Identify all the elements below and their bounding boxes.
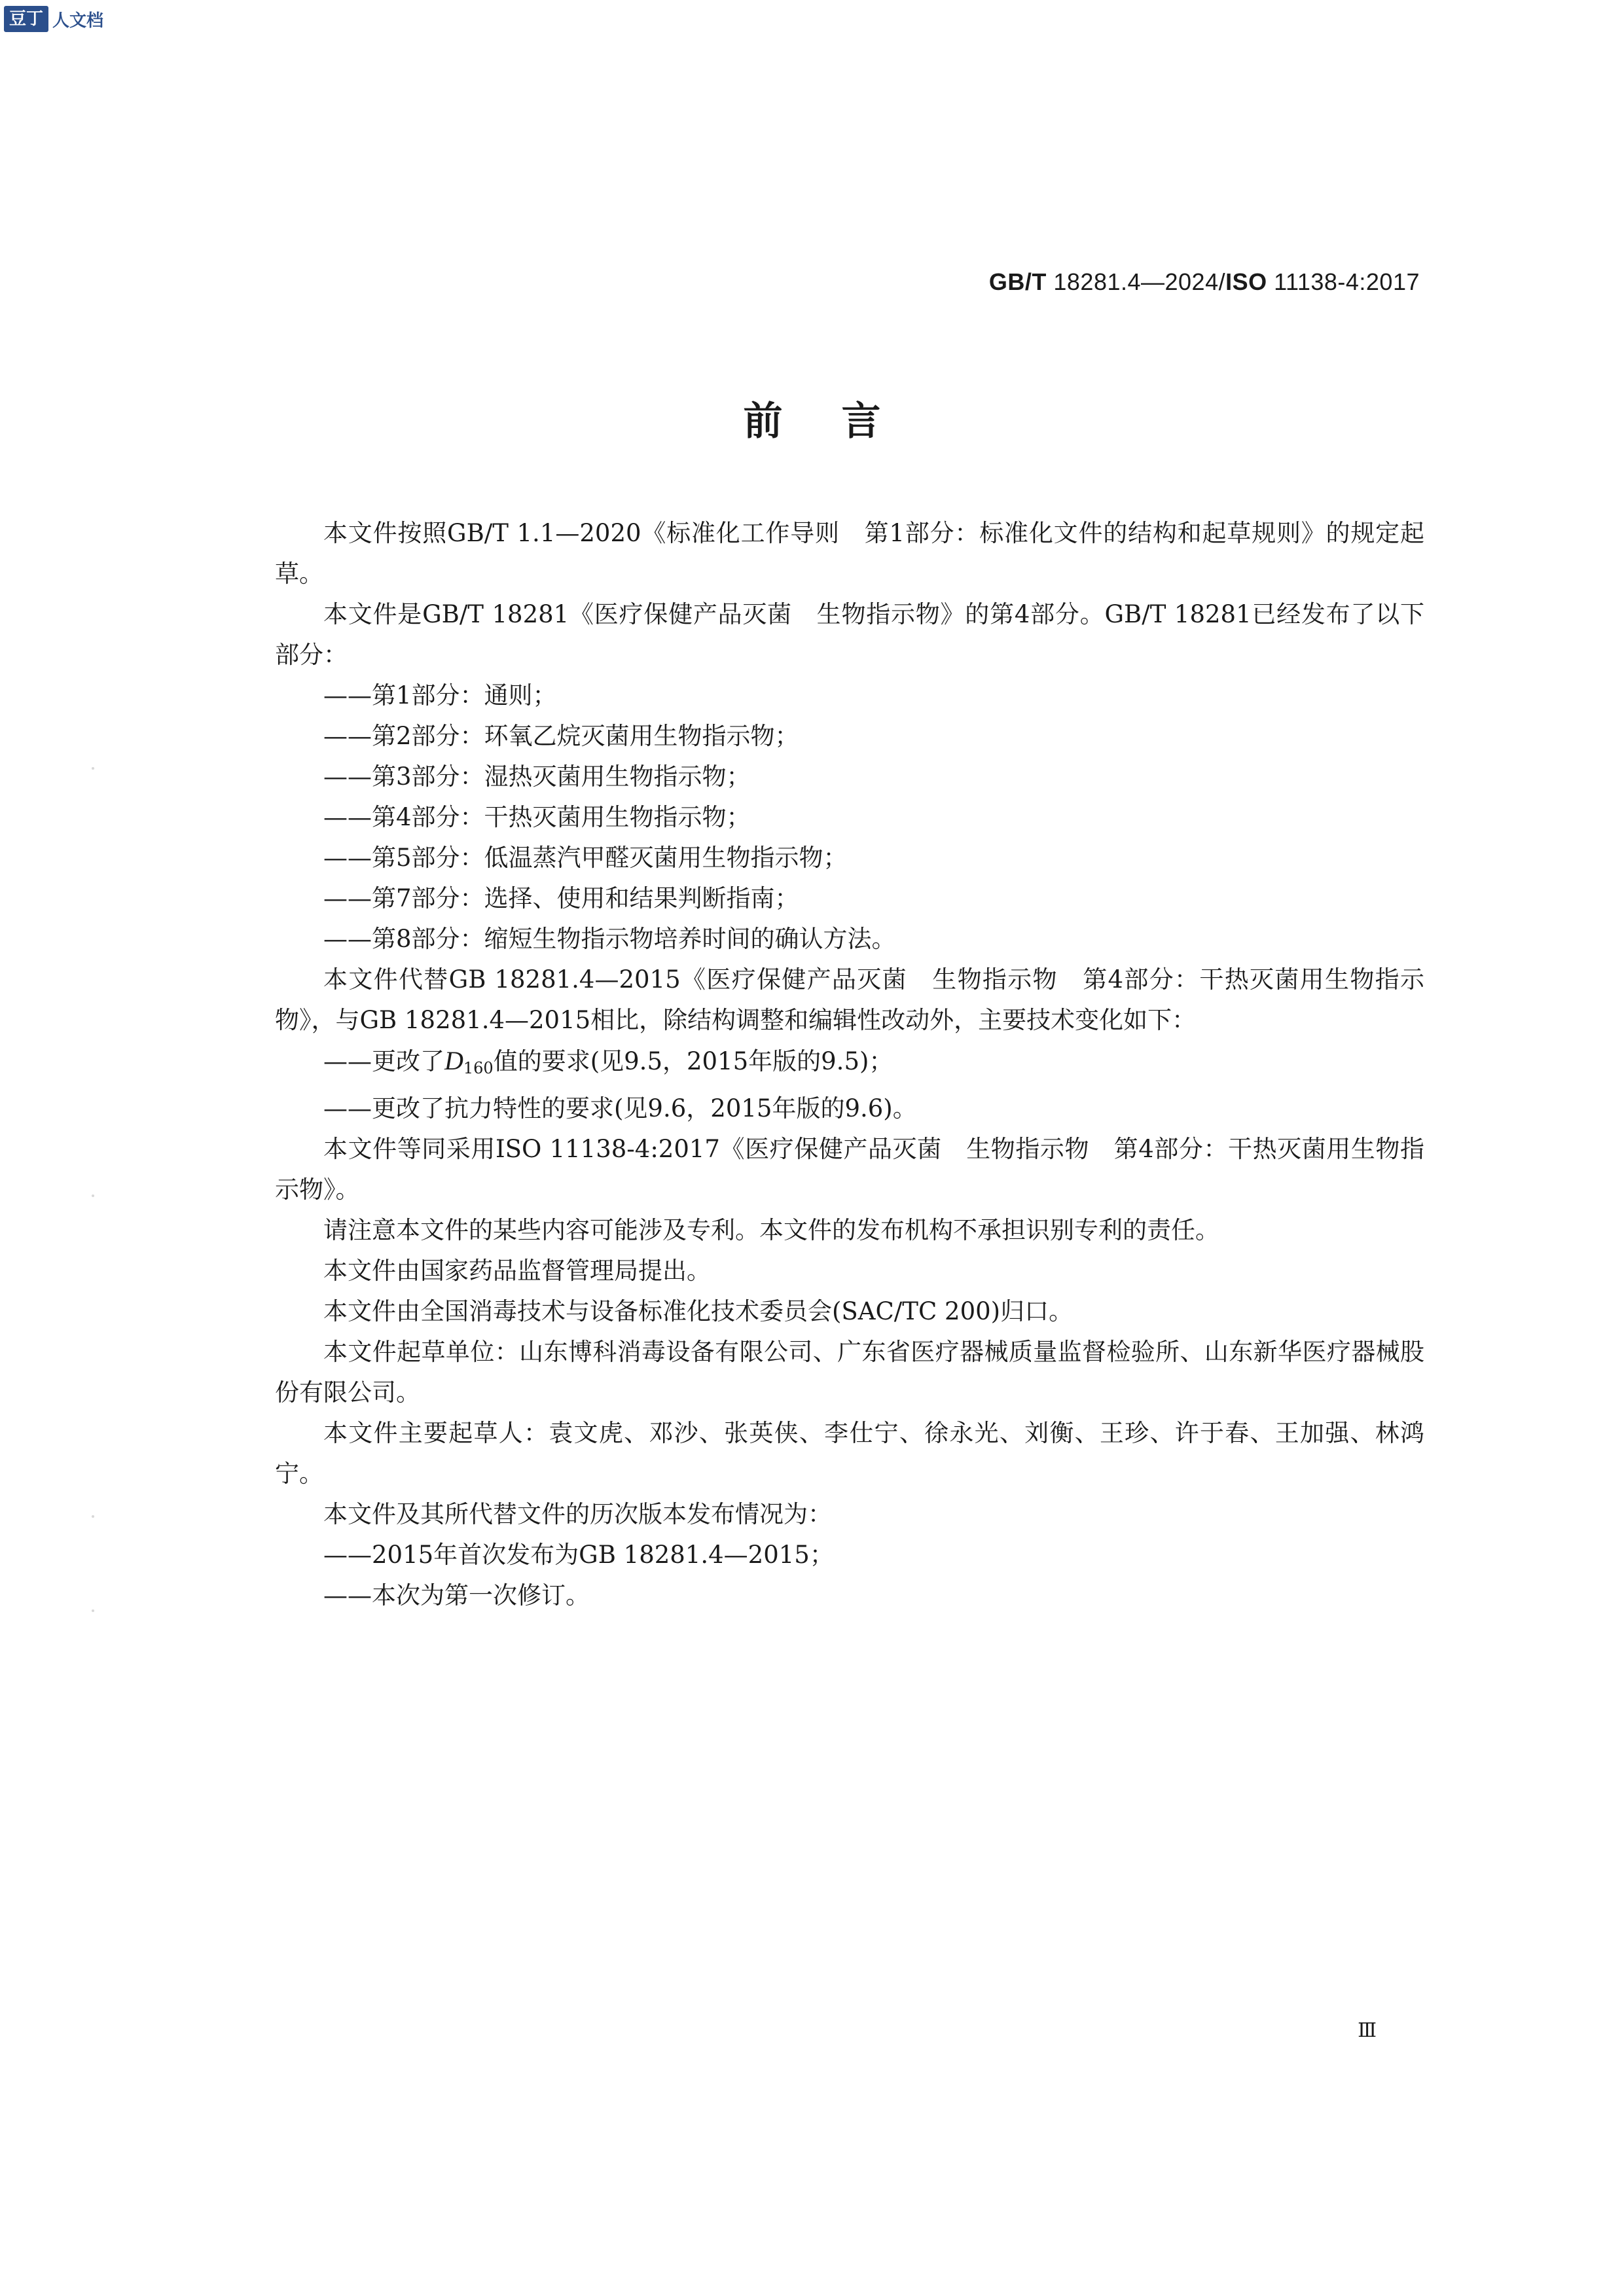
- change-1-prefix: ——更改了: [323, 1047, 444, 1075]
- scan-speck: [92, 1194, 94, 1197]
- foreword-body: [275, 513, 1424, 1616]
- list-item-part-7: ——第7部分：选择、使用和结果判断指南；: [323, 884, 799, 912]
- page-title: 前言: [743, 399, 940, 444]
- list-item-part-3: ——第3部分：湿热灭菌用生物指示物；: [323, 762, 751, 791]
- scan-speck: [92, 767, 94, 770]
- list-item-part-2: ——第2部分：环氧乙烷灭菌用生物指示物；: [323, 722, 799, 750]
- scan-speck: [92, 1609, 94, 1612]
- paragraph-replacement: 本文件代替GB 18281.4—2015《医疗保健产品灭菌 生物指示物 第4部分：干热灭菌用生物指示物》，与GB 18281.4—2015相比，除结构调整和编辑性改动外，主要技术变化如下：: [275, 965, 1424, 1034]
- list-item-part-5: ——第5部分：低温蒸汽甲醛灭菌用生物指示物；: [323, 844, 848, 872]
- paragraph-history-intro: 本文件及其所代替文件的历次版本发布情况为：: [323, 1500, 832, 1528]
- page-number: Ⅲ: [1358, 2019, 1377, 2042]
- scan-speck: [92, 1515, 94, 1518]
- list-item-history-2: ——本次为第一次修订。: [323, 1581, 590, 1609]
- watermark-text: 人文档: [52, 10, 104, 31]
- list-item-part-4: ——第4部分：干热灭菌用生物指示物；: [323, 803, 751, 831]
- list-item-change-2: ——更改了抗力特性的要求(见9.6，2015年版的9.6)。: [323, 1094, 917, 1122]
- list-item-part-8: ——第8部分：缩短生物指示物培养时间的确认方法。: [323, 925, 896, 953]
- paragraph-drafting-units: 本文件起草单位：山东博科消毒设备有限公司、广东省医疗器械质量监督检验所、山东新华医疗器械股份有限公司。: [275, 1338, 1424, 1407]
- standard-code-iso-number: 11138-4:2017: [1267, 268, 1420, 295]
- list-item-change-1: [275, 1041, 1424, 1088]
- list-item-history-1: ——2015年首次发布为GB 18281.4—2015；: [323, 1541, 834, 1569]
- paragraph-committee: 本文件由全国消毒技术与设备标准化技术委员会(SAC/TC 200)归口。: [323, 1297, 1074, 1325]
- list-item-part-1: ——第1部分：通则；: [323, 681, 557, 709]
- change-1-suffix: 值的要求(见9.5，2015年版的9.5)；: [493, 1047, 893, 1075]
- paragraph-patent-notice: 请注意本文件的某些内容可能涉及专利。本文件的发布机构不承担识别专利的责任。: [323, 1216, 1219, 1244]
- paragraph-part-info: 本文件是GB/T 18281《医疗保健产品灭菌 生物指示物》的第4部分。GB/T 18281已经发布了以下部分：: [275, 600, 1424, 669]
- standard-code-number: 18281.4—2024/: [1046, 268, 1226, 295]
- standard-code: [989, 268, 1420, 296]
- paragraph-adoption: 本文件等同采用ISO 11138-4:2017《医疗保健产品灭菌 生物指示物 第4部分：干热灭菌用生物指示物》。: [275, 1135, 1424, 1204]
- paragraph-drafting-basis: 本文件按照GB/T 1.1—2020《标准化工作导则 第1部分：标准化文件的结构和起草规则》的规定起草。: [275, 519, 1424, 588]
- watermark-logo: 豆丁: [4, 6, 48, 32]
- paragraph-proposer: 本文件由国家药品监督管理局提出。: [323, 1257, 711, 1285]
- paragraph-drafters: 本文件主要起草人：袁文虎、邓沙、张英侠、李仕宁、徐永光、刘衡、王珍、许于春、王加强、林鸿宁。: [275, 1419, 1424, 1488]
- watermark: [4, 4, 103, 34]
- standard-code-prefix: GB/T: [988, 268, 1047, 295]
- d-value-subscript: 160: [463, 1059, 494, 1077]
- d-value-symbol: D: [444, 1046, 463, 1075]
- standard-code-iso: ISO: [1225, 268, 1267, 295]
